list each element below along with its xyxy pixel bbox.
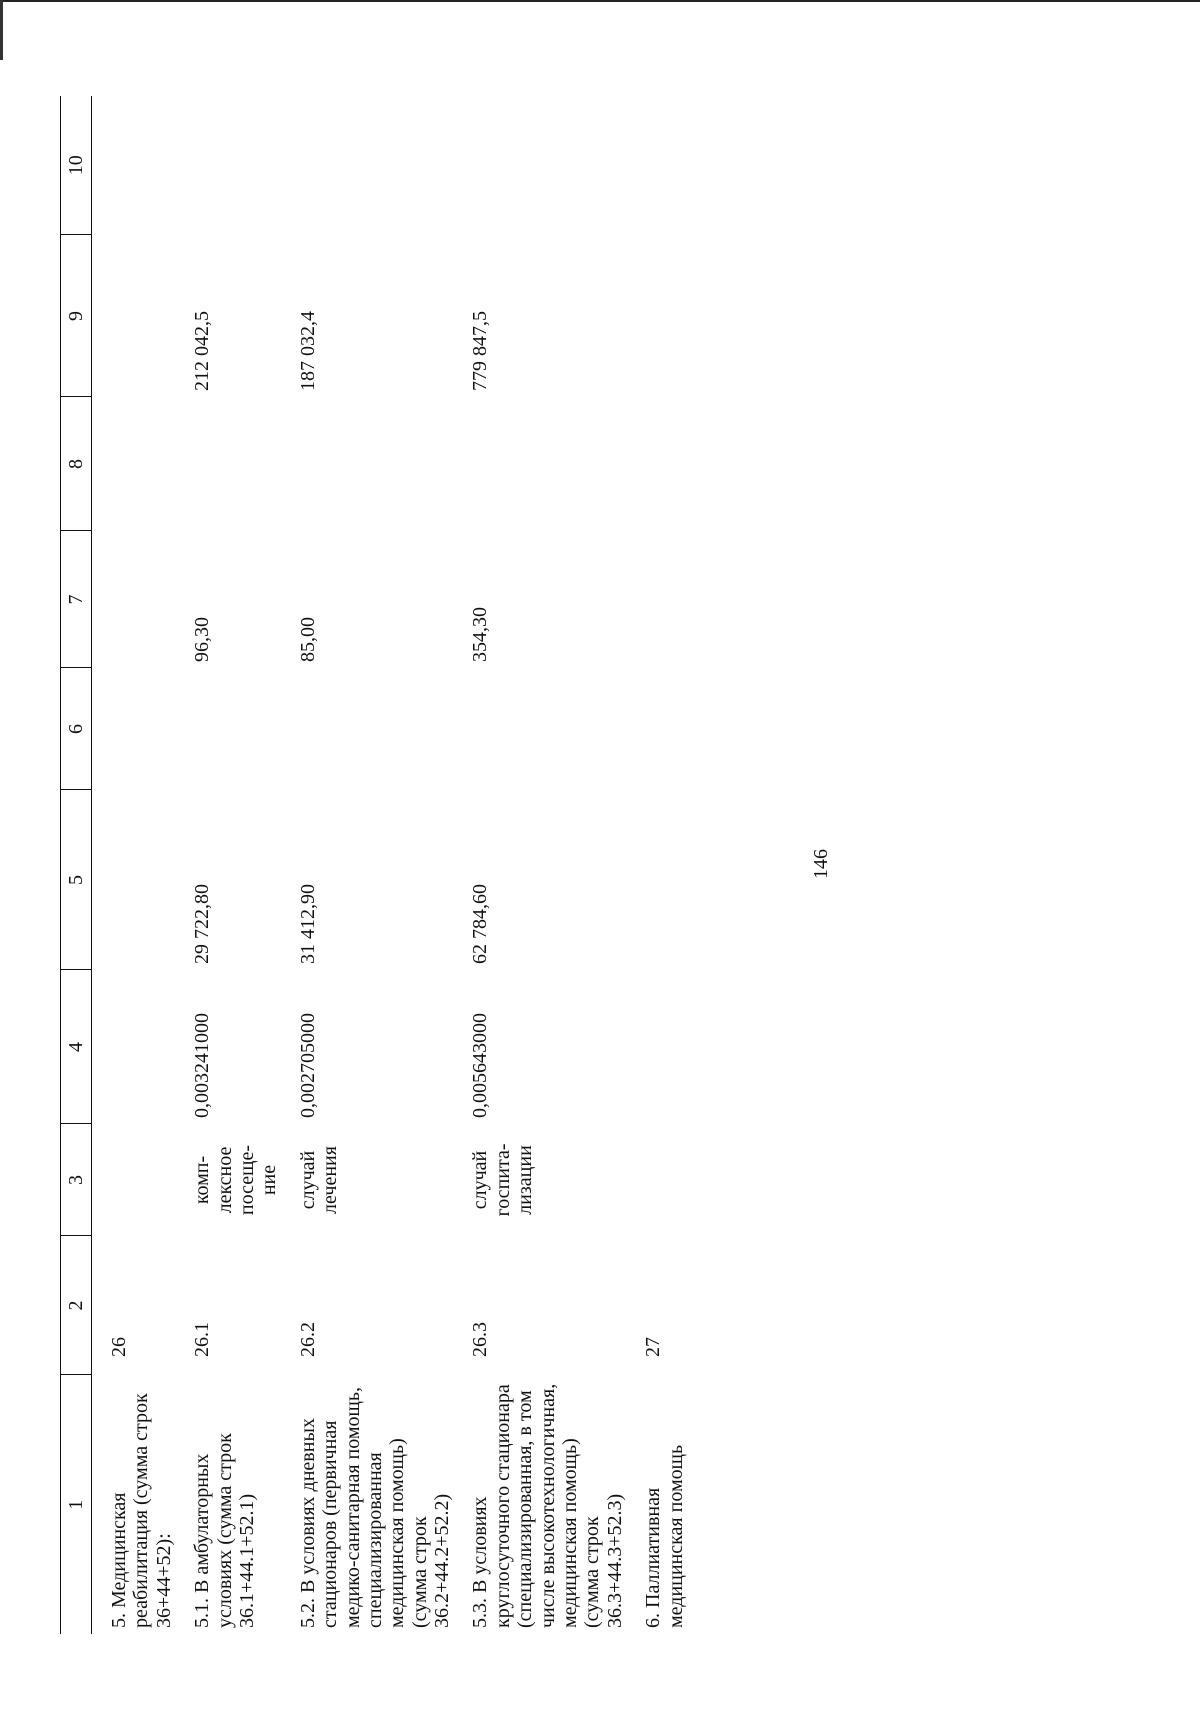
tariff-table: [60, 96, 687, 1634]
row-col-8: [453, 397, 626, 531]
row-col-7: 96,30: [191, 617, 214, 662]
row-col-7: 85,00: [296, 617, 319, 662]
row-unit: случай лечения: [296, 1146, 342, 1214]
row-col-4: 0,005643000: [469, 1013, 492, 1118]
header-col-2: 2: [61, 1236, 92, 1375]
row-col-8: [626, 397, 687, 531]
header-col-3: 3: [61, 1124, 92, 1236]
table-row: [281, 96, 454, 1634]
row-col-10: [175, 96, 281, 235]
row-line-number: 26: [108, 1337, 130, 1357]
row-col-9: 779 847,5: [469, 311, 492, 391]
row-col-6: [453, 668, 626, 790]
row-unit: [92, 1124, 176, 1236]
row-name: 5.1. В амбулаторных условиях (сумма строк 36.1+44.1+52.1): [191, 1433, 258, 1628]
row-col-10: [453, 96, 626, 235]
row-col-4: 0,003241000: [191, 1013, 214, 1118]
row-col-6: [92, 668, 176, 790]
page-number: 146: [810, 849, 832, 879]
row-col-9: [626, 235, 687, 397]
header-col-7: 7: [61, 531, 92, 668]
header-col-4: 4: [61, 970, 92, 1124]
row-col-9: 212 042,5: [191, 311, 214, 391]
header-col-10: 10: [61, 96, 92, 235]
row-name: 6. Паллиативная медицинская помощь: [642, 1444, 687, 1628]
table-row: [453, 96, 626, 1634]
row-col-9: 187 032,4: [296, 311, 319, 391]
row-col-6: [281, 668, 454, 790]
row-col-4: 0,002705000: [296, 1013, 319, 1118]
row-col-7: [92, 531, 176, 668]
row-col-10: [281, 96, 454, 235]
row-col-5: 31 412,90: [296, 884, 319, 964]
row-col-6: [626, 668, 687, 790]
row-col-5: 62 784,60: [469, 884, 492, 964]
header-row: [61, 96, 92, 1634]
header-col-8: 8: [61, 397, 92, 531]
row-col-10: [92, 96, 176, 235]
row-col-8: [281, 397, 454, 531]
header-col-1: 1: [61, 1375, 92, 1634]
row-unit: случай госпита-лизации: [469, 1143, 537, 1217]
row-line-number: 27: [642, 1337, 665, 1357]
row-unit: комп-лексное посеще-ние: [191, 1144, 281, 1216]
row-line-number: 26.1: [191, 1322, 214, 1357]
row-col-4: [626, 970, 687, 1124]
row-unit: [626, 1124, 687, 1236]
header-col-9: 9: [61, 235, 92, 397]
row-name: 5. Медицинская реабилитация (сумма строк 36+44+52):: [108, 1393, 175, 1628]
table-row: [92, 96, 176, 1634]
row-name: 5.2. В условиях дневных стационаров (первичная медико-санитарная помощь, специализированная медицинская помощь) (сумма строк 36.2+44.2+52.2): [296, 1386, 454, 1628]
row-col-7: [626, 531, 687, 668]
row-col-9: [92, 235, 176, 397]
table-row: [626, 96, 687, 1634]
header-col-6: 6: [61, 668, 92, 790]
row-col-8: [92, 397, 176, 531]
row-col-10: [626, 96, 687, 235]
row-name: 5.3. В условиях круглосуточного стационара (специализированная, в том числе высокотехнологичная, медицинская помощь) (сумма строк 36.3+44.3+52.3): [469, 1383, 626, 1628]
row-line-number: 26.2: [296, 1322, 319, 1357]
row-line-number: 26.3: [469, 1322, 492, 1357]
row-col-4: [92, 970, 176, 1124]
row-col-6: [175, 668, 281, 790]
row-col-8: [175, 397, 281, 531]
row-col-5: [92, 790, 176, 970]
header-col-5: 5: [61, 790, 92, 970]
row-col-5: 29 722,80: [191, 884, 214, 964]
row-col-7: 354,30: [469, 607, 492, 662]
table-row: [175, 96, 281, 1634]
row-col-5: [626, 790, 687, 970]
